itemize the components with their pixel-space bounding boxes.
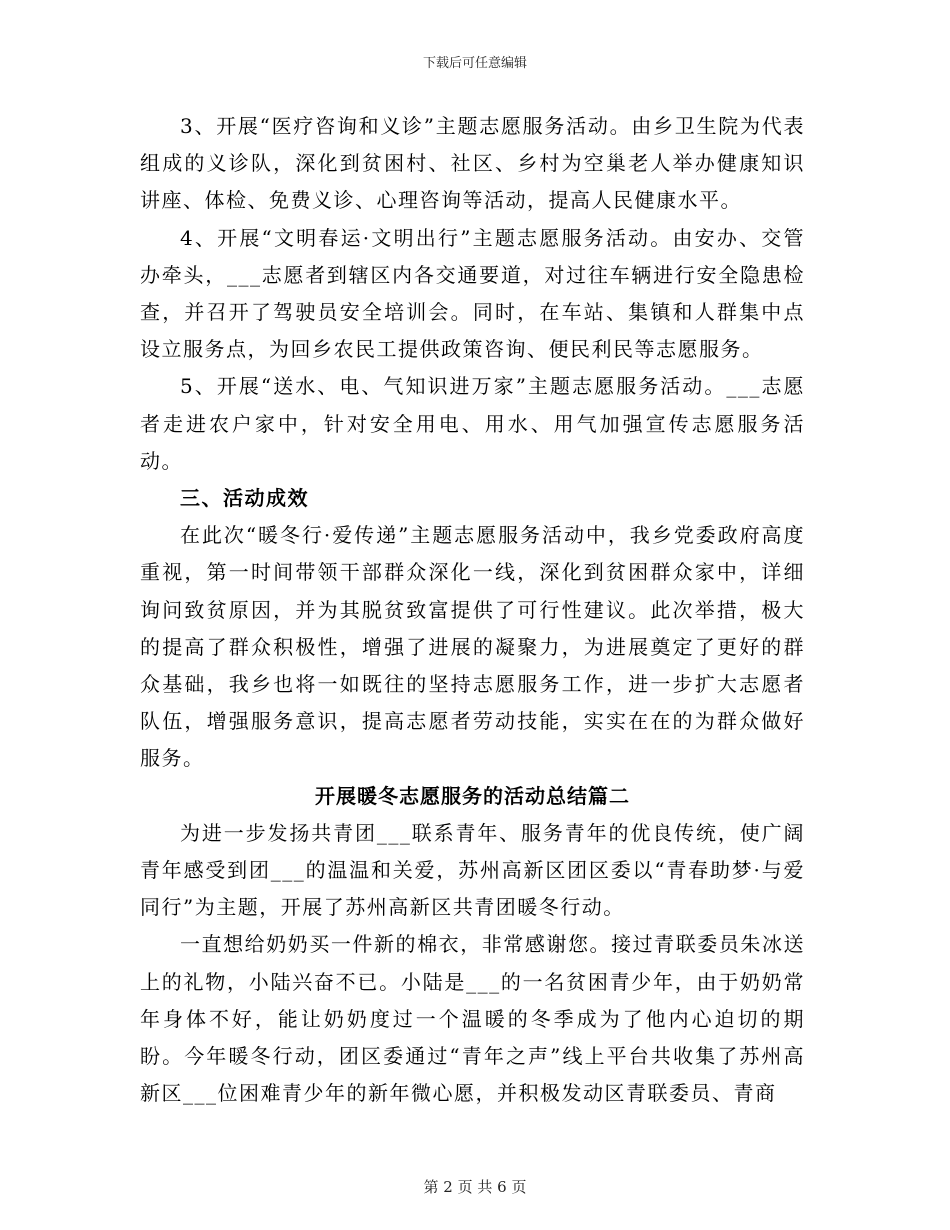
- page-number: 第 2 页 共 6 页: [423, 1178, 527, 1196]
- section-heading-results: 三、活动成效: [180, 486, 309, 511]
- document-body: [140, 108, 805, 1112]
- article-paragraph-1: 为进一步发扬共青团___联系青年、服务青年的优良传统，使广阔青年感受到团___的温温和关爱，苏州高新区团区委以“青春助梦·与爱同行”为主题，开展了苏州高新区共青团暖冬行动。: [140, 820, 805, 920]
- paragraph-5: 5、开展“送水、电、气知识进万家”主题志愿服务活动。___志愿者走进农户家中，针对安全用电、用水、用气加强宣传志愿服务活动。: [140, 374, 805, 473]
- article-title: 开展暖冬志愿服务的活动总结篇二: [315, 783, 630, 808]
- page-header-note: 下载后可任意编辑: [422, 56, 527, 71]
- paragraph-3: 3、开展“医疗咨询和义诊”主题志愿服务活动。由乡卫生院为代表组成的义诊队，深化到贫困村、社区、乡村为空巢老人举办健康知识讲座、体检、免费义诊、心理咨询等活动，提高人民健康水平。: [140, 114, 805, 213]
- section-paragraph: 在此次“暖冬行·爱传递”主题志愿服务活动中，我乡党委政府高度重视，第一时间带领干部群众深化一线，深化到贫困群众家中，详细询问致贫原因，并为其脱贫致富提供了可行性建议。此次举措，极大的提高了群众积极性，增强了进展的凝聚力，为进展奠定了更好的群众基础，我乡也将一如既往的坚持志愿服务工作，进一步扩大志愿者队伍，增强服务意识，提高志愿者劳动技能，实实在在的为群众做好服务。: [140, 523, 805, 771]
- article-paragraph-2: 一直想给奶奶买一件新的棉衣，非常感谢您。接过青联委员朱冰送上的礼物，小陆兴奋不已。小陆是___的一名贫困青少年，由于奶奶常年身体不好，能让奶奶度过一个温暖的冬季成为了他内心迫切的期盼。今年暖冬行动，团区委通过“青年之声”线上平台共收集了苏州高新区___位困难青少年的新年微心愿，并积极发动区青联委员、青商: [140, 932, 805, 1106]
- paragraph-4: 4、开展“文明春运·文明出行”主题志愿服务活动。由安办、交管办牵头，___志愿者到辖区内各交通要道，对过往车辆进行安全隐患检查，并召开了驾驶员安全培训会。同时，在车站、集镇和人群集中点设立服务点，为回乡农民工提供政策咨询、便民利民等志愿服务。: [140, 225, 805, 362]
